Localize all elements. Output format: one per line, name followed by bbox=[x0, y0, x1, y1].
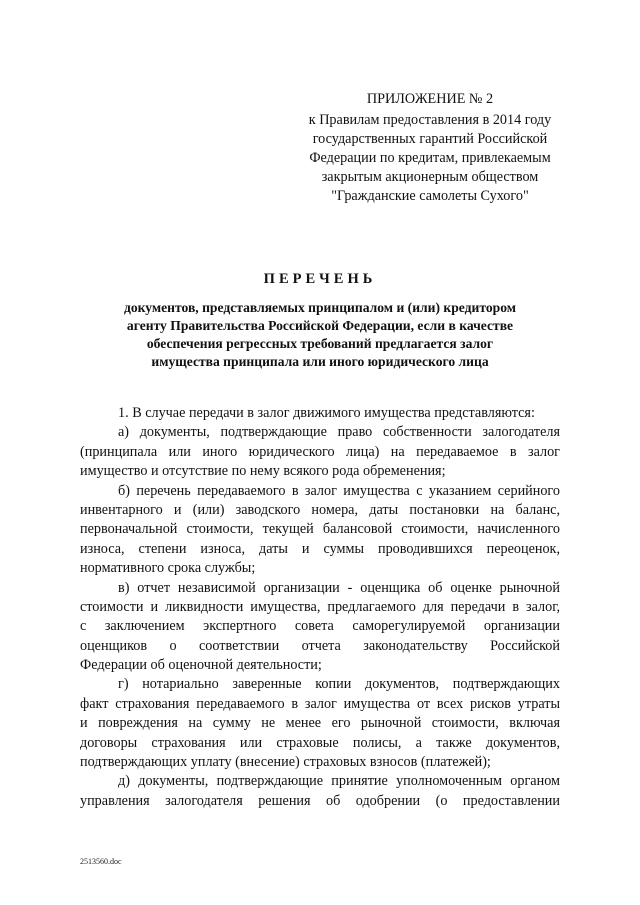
text-line: инвентарного и (или) заводского номера, даты постановки на баланс, bbox=[80, 501, 560, 518]
text-line: б) перечень передаваемого в залог имущества с указанием серийного bbox=[118, 482, 560, 499]
document-title: ПЕРЕЧЕНЬ bbox=[263, 271, 377, 287]
text-line: Федерации об оценочной деятельности; bbox=[80, 657, 322, 674]
paragraph-item-v bbox=[80, 579, 560, 676]
text-line: (принципала или иного юридического лица) на передаваемое в залог bbox=[80, 443, 560, 460]
text-line: а) документы, подтверждающие право собственности залогодателя bbox=[118, 424, 560, 441]
subtitle-line: документов, представляемых принципалом и (или) кредитором bbox=[123, 300, 517, 315]
paragraph-item-d bbox=[80, 772, 560, 811]
text-line: д) документы, подтверждающие принятие уполномоченным органом bbox=[118, 773, 560, 790]
appendix-header bbox=[300, 90, 560, 206]
text-line: имущество и отсутствие по нему всякого рода обременения; bbox=[80, 463, 446, 480]
text-line: оценщиков о соответствии отчета законодательству Российской bbox=[80, 637, 560, 654]
text-line: в) отчет независимой организации - оценщика об оценке рыночной bbox=[118, 579, 560, 596]
document-subtitle bbox=[80, 299, 560, 371]
subtitle-line: агенту Правительства Российской Федерации, если в качестве bbox=[126, 318, 514, 333]
appendix-line: "Гражданские самолеты Сухого" bbox=[331, 188, 529, 204]
appendix-line: государственных гарантий Российской bbox=[312, 131, 548, 147]
text-line: факт страхования передаваемого в залог имущества от всех рисков утраты bbox=[80, 695, 560, 712]
text-line: стоимости и ликвидности имущества, предлагаемого для передачи в залог, bbox=[80, 598, 560, 615]
text-line: с заключением экспертного совета саморегулируемой организации bbox=[80, 618, 560, 635]
text-line: первоначальной стоимости, текущей балансовой стоимости, начисленного bbox=[80, 521, 560, 538]
text-line: г) нотариально заверенные копии документов, подтверждающих bbox=[118, 676, 560, 693]
text-line: нормативного срока службы; bbox=[80, 560, 256, 577]
paragraph-item-1 bbox=[80, 404, 560, 423]
text-line: управления залогодателя решения об одобрении (о предоставлении bbox=[80, 792, 560, 809]
text-line: износа, степени износа, даты и суммы проводившихся переоценок, bbox=[80, 540, 560, 557]
text-line: и повреждения на сумму не менее его рыночной стоимости, включая bbox=[80, 715, 560, 732]
appendix-line: закрытым акционерным обществом bbox=[321, 169, 539, 185]
document-body bbox=[80, 404, 560, 811]
subtitle-line: обеспечения регрессных требований предлагается залог bbox=[146, 336, 494, 351]
appendix-line: к Правилам предоставления в 2014 году bbox=[308, 112, 552, 128]
text-line: подтверждающих уплату (внесение) страховых взносов (платежей); bbox=[80, 754, 491, 771]
paragraph-item-g bbox=[80, 675, 560, 772]
paragraph-item-b bbox=[80, 482, 560, 579]
subtitle-line: имущества принципала или иного юридического лица bbox=[151, 354, 489, 369]
text-line: 1. В случае передачи в залог движимого имущества представляются: bbox=[118, 405, 535, 421]
paragraph-item-a bbox=[80, 423, 560, 481]
appendix-title: ПРИЛОЖЕНИЕ № 2 bbox=[366, 91, 494, 107]
file-name-footer: 2513560.doc bbox=[80, 857, 122, 866]
appendix-line: Федерации по кредитам, привлекаемым bbox=[309, 150, 551, 166]
text-line: договоры страхования или страховые полисы, а также документов, bbox=[80, 734, 560, 751]
